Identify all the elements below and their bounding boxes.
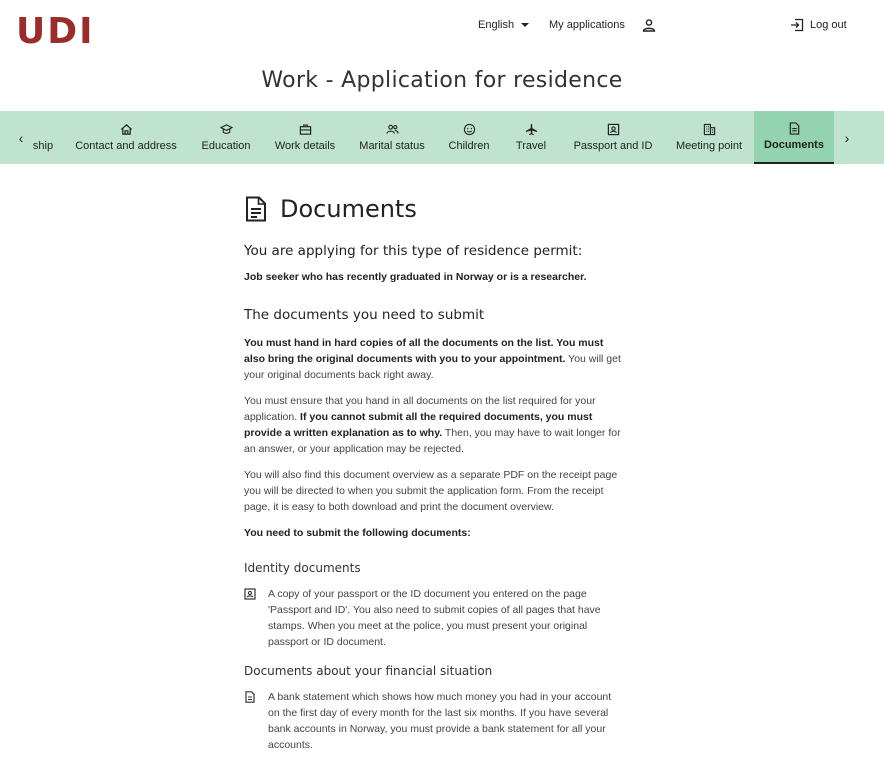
id-card-icon	[607, 123, 620, 136]
paragraph-text: You will get your original documents back right away.	[244, 353, 621, 381]
identity-documents-heading: Identity documents	[244, 561, 361, 575]
language-label: English	[478, 19, 515, 31]
nav-item-passport-and-id[interactable]	[564, 111, 662, 164]
nav-item-marital-status[interactable]	[352, 111, 432, 164]
paragraph-pdf-overview: You will also find this document overview as a separate PDF on the receipt page you will be directed to when you submit the application form. From the receipt page, it is easy to both download and print the document overview.	[244, 469, 618, 513]
page-heading: Documents	[280, 195, 417, 223]
main-content	[244, 195, 624, 760]
header	[0, 0, 884, 60]
financial-document-description: A bank statement which shows how much money you had in your account on the first day of every month for the last six months. If you have several bank accounts in Norway, you must provide a bank statement for all your accounts.	[268, 691, 612, 751]
paragraph-bold-text: You must hand in hard copies of all the documents on the list. You must also bring the original documents with you to your appointment.	[244, 337, 604, 365]
paragraph-required-documents	[244, 393, 624, 457]
nav-item-label: Contact and address	[75, 139, 177, 152]
page-title: Work - Application for residence	[261, 68, 623, 93]
following-documents-label	[244, 525, 624, 541]
paragraph-bold-text: If you cannot submit all the required documents, you must provide a written explanation as to why.	[244, 411, 593, 439]
paragraph-bold-text: You need to submit the following documents:	[244, 527, 471, 539]
documents-heading	[244, 195, 624, 223]
nav-item-children[interactable]	[440, 111, 498, 164]
nav-item-label: Work details	[274, 139, 336, 152]
nav-scroll-left-button[interactable]: ‹	[18, 129, 24, 146]
nav-item-label: Documents	[764, 138, 824, 151]
nav-item-meeting-point[interactable]	[668, 111, 750, 164]
airplane-icon	[525, 123, 538, 136]
nav-item-label: Travel	[515, 139, 547, 152]
identity-document-description: A copy of your passport or the ID document you entered on the page 'Passport and ID'. You also need to submit copies of all pages that have stamps. When you meet at the police, you must present your original passport or ID document.	[268, 588, 601, 648]
list-item	[244, 689, 624, 753]
nav-item-label: Passport and ID	[573, 139, 653, 152]
house-icon	[120, 123, 133, 136]
smiley-icon	[463, 123, 476, 136]
document-icon	[244, 196, 268, 222]
graduation-cap-icon	[220, 123, 233, 136]
nav-item-work-details[interactable]	[266, 111, 344, 164]
submit-heading: The documents you need to submit	[244, 307, 485, 323]
paragraph-text: You must ensure that you hand in all documents on the list required for your application.	[244, 395, 596, 423]
financial-documents-heading: Documents about your financial situation	[244, 664, 493, 678]
nav-item-label: ship	[32, 139, 54, 152]
nav-item-documents[interactable]	[754, 111, 834, 164]
nav-scroll-right-button[interactable]: ›	[844, 129, 850, 146]
nav-item-travel[interactable]	[506, 111, 556, 164]
user-icon[interactable]	[642, 18, 656, 32]
permit-heading: You are applying for this type of residence permit:	[244, 243, 583, 259]
nav-item-citizenship[interactable]	[30, 111, 56, 164]
step-navigation	[0, 111, 884, 164]
logout-label: Log out	[810, 19, 847, 31]
document-icon	[244, 691, 256, 703]
document-icon	[788, 122, 801, 135]
nav-item-education[interactable]	[194, 111, 258, 164]
logout-icon	[790, 18, 804, 32]
nav-item-label: Education	[201, 139, 251, 152]
paragraph-text: Then, you may have to wait longer for an answer, or your application may be rejected.	[244, 427, 621, 455]
nav-item-label: Meeting point	[675, 139, 743, 152]
logout-button[interactable]	[790, 18, 847, 32]
paragraph-hard-copies	[244, 335, 624, 383]
chevron-down-icon	[521, 23, 529, 27]
nav-item-label: Children	[448, 139, 490, 152]
list-item	[244, 586, 624, 650]
permit-type: Job seeker who has recently graduated in Norway or is a researcher.	[244, 271, 587, 283]
udi-logo[interactable]: UDI	[16, 11, 95, 52]
nav-item-contact-and-address[interactable]	[66, 111, 186, 164]
my-applications-link[interactable]: My applications	[549, 19, 625, 31]
language-selector[interactable]	[478, 19, 529, 31]
people-icon	[386, 123, 399, 136]
building-icon	[703, 123, 716, 136]
briefcase-icon	[299, 123, 312, 136]
id-card-icon	[244, 588, 256, 600]
nav-item-label: Marital status	[359, 139, 425, 152]
